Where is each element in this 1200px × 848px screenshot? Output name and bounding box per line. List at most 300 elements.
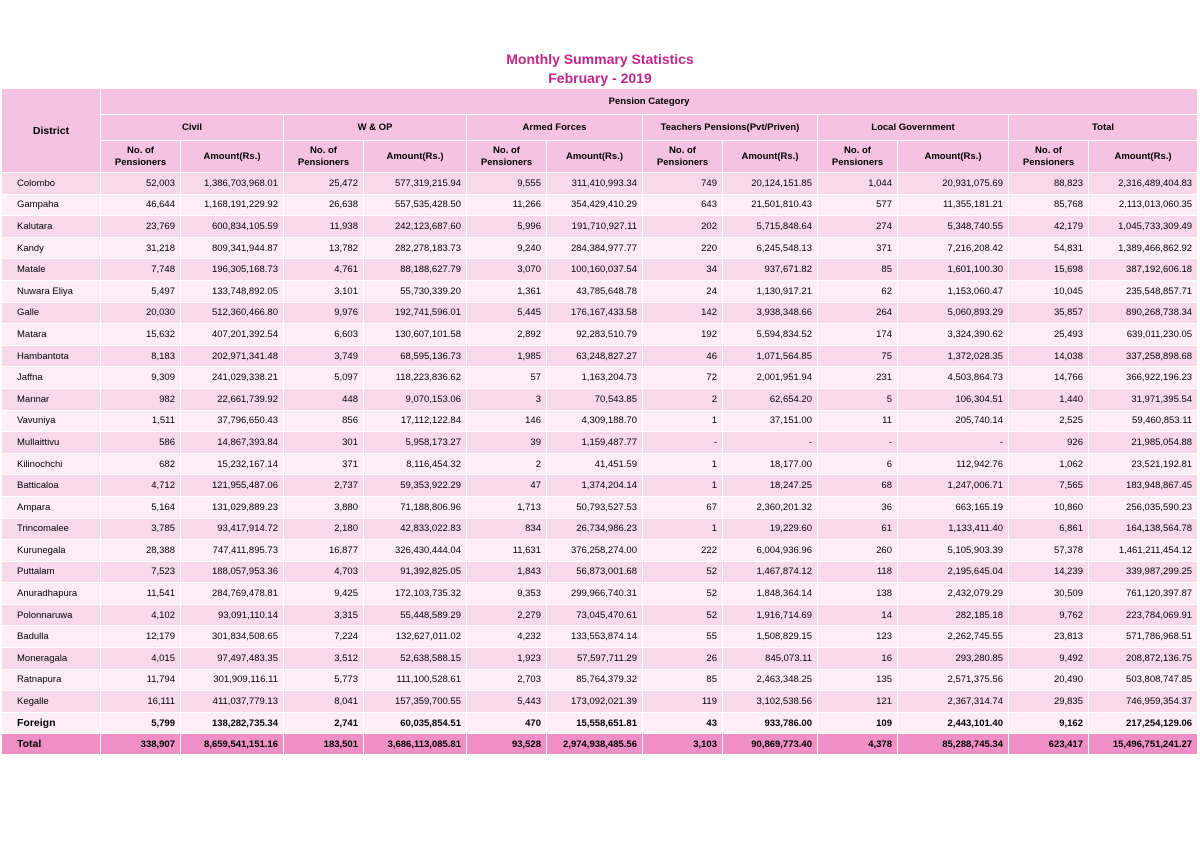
amount-cell: 18,247.25 bbox=[723, 475, 818, 497]
pensioners-count-cell: 5,799 bbox=[101, 712, 181, 734]
amount-cell: 301,834,508.65 bbox=[181, 626, 284, 648]
pensioners-count-cell: 5,996 bbox=[467, 216, 547, 238]
table-row bbox=[2, 712, 1198, 734]
pensioners-count-cell: 749 bbox=[643, 173, 723, 195]
pensioners-count-cell: 6,861 bbox=[1009, 518, 1089, 540]
table-row bbox=[2, 432, 1198, 454]
pensioners-count-cell: 9,976 bbox=[284, 302, 364, 324]
pensioners-count-cell: 7,523 bbox=[101, 561, 181, 583]
pensioners-count-cell: 5,097 bbox=[284, 367, 364, 389]
amount-cell: 1,916,714.69 bbox=[723, 604, 818, 626]
pensioners-count-cell: 3,315 bbox=[284, 604, 364, 626]
amount-cell: 97,497,483.35 bbox=[181, 648, 284, 670]
pensioners-count-cell: 23,769 bbox=[101, 216, 181, 238]
pensioners-count-cell: 834 bbox=[467, 518, 547, 540]
pensioners-count-cell: 9,309 bbox=[101, 367, 181, 389]
pensioners-count-cell: 7,224 bbox=[284, 626, 364, 648]
amount-cell: 571,786,968.51 bbox=[1089, 626, 1198, 648]
pensioners-count-cell: 4,761 bbox=[284, 259, 364, 281]
group-header-w-op: W & OP bbox=[284, 115, 467, 141]
pensioners-count-cell: 42,179 bbox=[1009, 216, 1089, 238]
amount-cell: 118,223,836.62 bbox=[364, 367, 467, 389]
pensioners-count-cell: 5,164 bbox=[101, 496, 181, 518]
pensioners-count-cell: - bbox=[818, 432, 898, 454]
district-cell: Mannar bbox=[2, 388, 101, 410]
amount-cell: 577,319,215.94 bbox=[364, 173, 467, 195]
pensioners-count-cell: 371 bbox=[284, 453, 364, 475]
amount-cell: 91,392,825.05 bbox=[364, 561, 467, 583]
table-row bbox=[2, 561, 1198, 583]
amount-cell: 70,543.85 bbox=[547, 388, 643, 410]
amount-cell: 5,060,893.29 bbox=[898, 302, 1009, 324]
pensioners-count-cell: 47 bbox=[467, 475, 547, 497]
pensioners-count-cell: 9,425 bbox=[284, 583, 364, 605]
table-row bbox=[2, 216, 1198, 238]
pensioners-count-cell: 14,766 bbox=[1009, 367, 1089, 389]
amount-cell: 809,341,944.87 bbox=[181, 237, 284, 259]
pensioners-count-cell: 25,493 bbox=[1009, 324, 1089, 346]
subheader-amount: Amount(Rs.) bbox=[898, 141, 1009, 173]
amount-cell: 50,793,527.53 bbox=[547, 496, 643, 518]
amount-cell: 15,232,167.14 bbox=[181, 453, 284, 475]
amount-cell: 2,001,951.94 bbox=[723, 367, 818, 389]
pensioners-count-cell: 222 bbox=[643, 540, 723, 562]
total-row bbox=[2, 734, 1198, 755]
pensioners-count-cell: 2 bbox=[467, 453, 547, 475]
amount-cell: - bbox=[723, 432, 818, 454]
pensioners-count-cell: 2,525 bbox=[1009, 410, 1089, 432]
table-header bbox=[2, 89, 1198, 173]
amount-cell: 11,355,181.21 bbox=[898, 194, 1009, 216]
amount-cell: 4,309,188.70 bbox=[547, 410, 643, 432]
amount-cell: 42,833,022.83 bbox=[364, 518, 467, 540]
amount-cell: 8,116,454.32 bbox=[364, 453, 467, 475]
amount-cell: 2,316,489,404.83 bbox=[1089, 173, 1198, 195]
pensioners-count-cell: 26 bbox=[643, 648, 723, 670]
amount-cell: 59,460,853.11 bbox=[1089, 410, 1198, 432]
pensioners-count-cell: 35,857 bbox=[1009, 302, 1089, 324]
subheader-no-line1: No. of bbox=[844, 144, 871, 156]
pensioners-count-cell: 2,741 bbox=[284, 712, 364, 734]
amount-cell: 890,268,738.34 bbox=[1089, 302, 1198, 324]
table-row bbox=[2, 345, 1198, 367]
amount-cell: 60,035,854.51 bbox=[364, 712, 467, 734]
amount-cell: 1,372,028.35 bbox=[898, 345, 1009, 367]
amount-cell: 1,163,204.73 bbox=[547, 367, 643, 389]
table-row bbox=[2, 302, 1198, 324]
district-cell: Kegalle bbox=[2, 691, 101, 713]
amount-cell: 132,627,011.02 bbox=[364, 626, 467, 648]
pensioners-count-cell: 3,880 bbox=[284, 496, 364, 518]
pensioners-count-cell: 4,232 bbox=[467, 626, 547, 648]
table-row bbox=[2, 518, 1198, 540]
amount-cell: 111,100,528.61 bbox=[364, 669, 467, 691]
pensioners-count-cell: 260 bbox=[818, 540, 898, 562]
amount-cell: 71,188,806.96 bbox=[364, 496, 467, 518]
pension-category-header: Pension Category bbox=[101, 89, 1198, 115]
amount-cell: 1,508,829.15 bbox=[723, 626, 818, 648]
pensioners-count-cell: 982 bbox=[101, 388, 181, 410]
pensioners-count-cell: 52,003 bbox=[101, 173, 181, 195]
amount-cell: 202,971,341.48 bbox=[181, 345, 284, 367]
subheader-no-line1: No. of bbox=[310, 144, 337, 156]
amount-cell: 62,654.20 bbox=[723, 388, 818, 410]
district-cell: Anuradhapura bbox=[2, 583, 101, 605]
amount-cell: 6,245,548.13 bbox=[723, 237, 818, 259]
pensioners-count-cell: 9,492 bbox=[1009, 648, 1089, 670]
table-row bbox=[2, 194, 1198, 216]
page-subtitle-period: February - 2019 bbox=[548, 70, 652, 86]
pensioners-count-cell: 231 bbox=[818, 367, 898, 389]
table-row bbox=[2, 496, 1198, 518]
subheader-no-line2: Pensioners bbox=[480, 156, 533, 168]
subheader-no-line1: No. of bbox=[127, 144, 154, 156]
pensioners-count-cell: 1 bbox=[643, 410, 723, 432]
pensioners-count-cell: 11,794 bbox=[101, 669, 181, 691]
table-row bbox=[2, 475, 1198, 497]
amount-cell: 512,360,466.80 bbox=[181, 302, 284, 324]
amount-cell: 192,741,596.01 bbox=[364, 302, 467, 324]
amount-cell: 5,348,740.55 bbox=[898, 216, 1009, 238]
subheader-no-of-pensioners bbox=[1009, 141, 1089, 173]
pensioners-count-cell: 192 bbox=[643, 324, 723, 346]
pensioners-count-cell: 11,541 bbox=[101, 583, 181, 605]
amount-cell: 337,258,898.68 bbox=[1089, 345, 1198, 367]
pensioners-count-cell: 1 bbox=[643, 518, 723, 540]
pension-statistics-table bbox=[1, 88, 1198, 755]
table-row bbox=[2, 388, 1198, 410]
pensioners-count-cell: 220 bbox=[643, 237, 723, 259]
subheader-no-of-pensioners bbox=[101, 141, 181, 173]
pensioners-count-cell: 174 bbox=[818, 324, 898, 346]
page-title: Monthly Summary Statistics bbox=[506, 51, 694, 67]
amount-cell: 5,594,834.52 bbox=[723, 324, 818, 346]
amount-cell: 173,092,021.39 bbox=[547, 691, 643, 713]
district-cell: Kilinochchi bbox=[2, 453, 101, 475]
amount-cell: 747,411,895.73 bbox=[181, 540, 284, 562]
amount-cell: 311,410,993.34 bbox=[547, 173, 643, 195]
district-cell: Kalutara bbox=[2, 216, 101, 238]
district-cell: Mullaittivu bbox=[2, 432, 101, 454]
amount-cell: 1,389,466,862.92 bbox=[1089, 237, 1198, 259]
pensioners-count-cell: 52 bbox=[643, 583, 723, 605]
amount-cell: 37,796,650.43 bbox=[181, 410, 284, 432]
amount-cell: 937,671.82 bbox=[723, 259, 818, 281]
amount-cell: 1,461,211,454.12 bbox=[1089, 540, 1198, 562]
amount-cell: 235,548,857.71 bbox=[1089, 280, 1198, 302]
amount-cell: 131,029,889.23 bbox=[181, 496, 284, 518]
amount-cell: 1,601,100.30 bbox=[898, 259, 1009, 281]
pensioners-count-cell: 88,823 bbox=[1009, 173, 1089, 195]
amount-cell: 326,430,444.04 bbox=[364, 540, 467, 562]
amount-cell: 5,105,903.39 bbox=[898, 540, 1009, 562]
pensioners-count-cell: 2,703 bbox=[467, 669, 547, 691]
amount-cell: 2,262,745.55 bbox=[898, 626, 1009, 648]
amount-cell: 73,045,470.61 bbox=[547, 604, 643, 626]
pensioners-count-cell: 3 bbox=[467, 388, 547, 410]
pensioners-count-cell: 46,644 bbox=[101, 194, 181, 216]
amount-cell: 1,386,703,968.01 bbox=[181, 173, 284, 195]
pensioners-count-cell: 448 bbox=[284, 388, 364, 410]
subheader-amount: Amount(Rs.) bbox=[547, 141, 643, 173]
pensioners-count-cell: 643 bbox=[643, 194, 723, 216]
amount-cell: 176,167,433.58 bbox=[547, 302, 643, 324]
amount-cell: 282,278,183.73 bbox=[364, 237, 467, 259]
pensioners-count-cell: 1,361 bbox=[467, 280, 547, 302]
amount-cell: 2,360,201.32 bbox=[723, 496, 818, 518]
amount-cell: 164,138,564.78 bbox=[1089, 518, 1198, 540]
amount-cell: 2,443,101.40 bbox=[898, 712, 1009, 734]
subheader-no-of-pensioners bbox=[467, 141, 547, 173]
pensioners-count-cell: 12,179 bbox=[101, 626, 181, 648]
district-cell: Kurunegala bbox=[2, 540, 101, 562]
amount-cell: 20,931,075.69 bbox=[898, 173, 1009, 195]
table-row bbox=[2, 367, 1198, 389]
total-amount-cell: 8,659,541,151.16 bbox=[181, 734, 284, 755]
table-row bbox=[2, 410, 1198, 432]
pensioners-count-cell: 75 bbox=[818, 345, 898, 367]
pensioners-count-cell: 5,497 bbox=[101, 280, 181, 302]
amount-cell: 55,730,339.20 bbox=[364, 280, 467, 302]
pensioners-count-cell: 31,218 bbox=[101, 237, 181, 259]
pensioners-count-cell: 5 bbox=[818, 388, 898, 410]
amount-cell: 21,501,810.43 bbox=[723, 194, 818, 216]
district-cell: Badulla bbox=[2, 626, 101, 648]
pensioners-count-cell: 682 bbox=[101, 453, 181, 475]
pensioners-count-cell: 85 bbox=[643, 669, 723, 691]
pensioners-count-cell: 7,565 bbox=[1009, 475, 1089, 497]
amount-cell: 2,463,348.25 bbox=[723, 669, 818, 691]
total-amount-cell: 2,974,938,485.56 bbox=[547, 734, 643, 755]
pensioners-count-cell: 142 bbox=[643, 302, 723, 324]
total-amount-cell: 3,686,113,085.81 bbox=[364, 734, 467, 755]
amount-cell: 23,521,192.81 bbox=[1089, 453, 1198, 475]
amount-cell: 1,133,411.40 bbox=[898, 518, 1009, 540]
district-cell: Puttalam bbox=[2, 561, 101, 583]
pensioners-count-cell: 1 bbox=[643, 475, 723, 497]
amount-cell: 6,004,936.96 bbox=[723, 540, 818, 562]
pensioners-count-cell: 274 bbox=[818, 216, 898, 238]
table-row bbox=[2, 259, 1198, 281]
subheader-amount: Amount(Rs.) bbox=[181, 141, 284, 173]
amount-cell: 411,037,779.13 bbox=[181, 691, 284, 713]
amount-cell: 217,254,129.06 bbox=[1089, 712, 1198, 734]
pensioners-count-cell: 57,378 bbox=[1009, 540, 1089, 562]
amount-cell: 1,071,564.85 bbox=[723, 345, 818, 367]
amount-cell: 1,848,364.14 bbox=[723, 583, 818, 605]
amount-cell: 407,201,392.54 bbox=[181, 324, 284, 346]
pensioners-count-cell: 25,472 bbox=[284, 173, 364, 195]
pensioners-count-cell: 118 bbox=[818, 561, 898, 583]
group-header-armed-forces: Armed Forces bbox=[467, 115, 643, 141]
amount-cell: 93,091,110.14 bbox=[181, 604, 284, 626]
pensioners-count-cell: 11 bbox=[818, 410, 898, 432]
district-cell: Colombo bbox=[2, 173, 101, 195]
pensioners-count-cell: 123 bbox=[818, 626, 898, 648]
pensioners-count-cell: 121 bbox=[818, 691, 898, 713]
amount-cell: 26,734,986.23 bbox=[547, 518, 643, 540]
subheader-no-line2: Pensioners bbox=[656, 156, 709, 168]
pensioners-count-cell: 577 bbox=[818, 194, 898, 216]
pensioners-count-cell: 13,782 bbox=[284, 237, 364, 259]
amount-cell: 14,867,393.84 bbox=[181, 432, 284, 454]
amount-cell: 157,359,700.55 bbox=[364, 691, 467, 713]
pensioners-count-cell: 52 bbox=[643, 561, 723, 583]
district-cell: Matara bbox=[2, 324, 101, 346]
total-pensioners-cell: 338,907 bbox=[101, 734, 181, 755]
pensioners-count-cell: 5,445 bbox=[467, 302, 547, 324]
pensioners-count-cell: 1,511 bbox=[101, 410, 181, 432]
amount-cell: 15,558,651.81 bbox=[547, 712, 643, 734]
pensioners-count-cell: 39 bbox=[467, 432, 547, 454]
pensioners-count-cell: 23,813 bbox=[1009, 626, 1089, 648]
pensioners-count-cell: 29,835 bbox=[1009, 691, 1089, 713]
table-row bbox=[2, 604, 1198, 626]
amount-cell: 133,748,892.05 bbox=[181, 280, 284, 302]
amount-cell: 4,503,864.73 bbox=[898, 367, 1009, 389]
pensioners-count-cell: 3,512 bbox=[284, 648, 364, 670]
pensioners-count-cell: 3,070 bbox=[467, 259, 547, 281]
pensioners-count-cell: 11,266 bbox=[467, 194, 547, 216]
amount-cell: 121,955,487.06 bbox=[181, 475, 284, 497]
subheader-amount: Amount(Rs.) bbox=[723, 141, 818, 173]
pensioners-count-cell: 16,877 bbox=[284, 540, 364, 562]
pensioners-count-cell: 6,603 bbox=[284, 324, 364, 346]
table-row bbox=[2, 453, 1198, 475]
amount-cell: 130,607,101.58 bbox=[364, 324, 467, 346]
table-row bbox=[2, 280, 1198, 302]
amount-cell: 55,448,589.29 bbox=[364, 604, 467, 626]
table-row bbox=[2, 583, 1198, 605]
pensioners-count-cell: 1,843 bbox=[467, 561, 547, 583]
pensioners-count-cell: 586 bbox=[101, 432, 181, 454]
subheader-no-of-pensioners bbox=[643, 141, 723, 173]
amount-cell: 933,786.00 bbox=[723, 712, 818, 734]
amount-cell: 284,384,977.77 bbox=[547, 237, 643, 259]
amount-cell: 2,432,079.29 bbox=[898, 583, 1009, 605]
district-cell: Ratnapura bbox=[2, 669, 101, 691]
pensioners-count-cell: 24 bbox=[643, 280, 723, 302]
pensioners-count-cell: 264 bbox=[818, 302, 898, 324]
amount-cell: 761,120,397.87 bbox=[1089, 583, 1198, 605]
pensioners-count-cell: 16,111 bbox=[101, 691, 181, 713]
pensioners-count-cell: 1,044 bbox=[818, 173, 898, 195]
table-row bbox=[2, 648, 1198, 670]
amount-cell: 600,834,105.59 bbox=[181, 216, 284, 238]
amount-cell: 639,011,230.05 bbox=[1089, 324, 1198, 346]
pensioners-count-cell: 2,279 bbox=[467, 604, 547, 626]
amount-cell: 92,283,510.79 bbox=[547, 324, 643, 346]
amount-cell: 241,029,338.21 bbox=[181, 367, 284, 389]
pensioners-count-cell: 5,773 bbox=[284, 669, 364, 691]
district-cell: Polonnaruwa bbox=[2, 604, 101, 626]
pensioners-count-cell: 14,038 bbox=[1009, 345, 1089, 367]
amount-cell: 3,324,390.62 bbox=[898, 324, 1009, 346]
pensioners-count-cell: 34 bbox=[643, 259, 723, 281]
pensioners-count-cell: 1,713 bbox=[467, 496, 547, 518]
subheader-no-line1: No. of bbox=[493, 144, 520, 156]
district-column-header: District bbox=[2, 89, 101, 173]
district-cell: Moneragala bbox=[2, 648, 101, 670]
subheader-no-line1: No. of bbox=[1035, 144, 1062, 156]
subheader-row bbox=[2, 141, 1198, 173]
district-cell: Galle bbox=[2, 302, 101, 324]
pensioners-count-cell: 371 bbox=[818, 237, 898, 259]
table-row bbox=[2, 324, 1198, 346]
subheader-amount: Amount(Rs.) bbox=[364, 141, 467, 173]
amount-cell: 223,784,069.91 bbox=[1089, 604, 1198, 626]
pensioners-count-cell: 8,041 bbox=[284, 691, 364, 713]
table-row bbox=[2, 626, 1198, 648]
pensioners-count-cell: 68 bbox=[818, 475, 898, 497]
pensioners-count-cell: 9,162 bbox=[1009, 712, 1089, 734]
amount-cell: 68,595,136.73 bbox=[364, 345, 467, 367]
pensioners-count-cell: 46 bbox=[643, 345, 723, 367]
total-label-cell: Total bbox=[2, 734, 101, 755]
amount-cell: 21,985,054.88 bbox=[1089, 432, 1198, 454]
pensioners-count-cell: 20,490 bbox=[1009, 669, 1089, 691]
pensioners-count-cell: 1,062 bbox=[1009, 453, 1089, 475]
amount-cell: 112,942.76 bbox=[898, 453, 1009, 475]
amount-cell: 196,305,168.73 bbox=[181, 259, 284, 281]
total-amount-cell: 85,288,745.34 bbox=[898, 734, 1009, 755]
amount-cell: 354,429,410.29 bbox=[547, 194, 643, 216]
pensioners-count-cell: 3,749 bbox=[284, 345, 364, 367]
amount-cell: 41,451.59 bbox=[547, 453, 643, 475]
pensioners-count-cell: 9,762 bbox=[1009, 604, 1089, 626]
district-cell: Foreign bbox=[2, 712, 101, 734]
pensioners-count-cell: 135 bbox=[818, 669, 898, 691]
pensioners-count-cell: 202 bbox=[643, 216, 723, 238]
pensioners-count-cell: 9,555 bbox=[467, 173, 547, 195]
pensioners-count-cell: 9,353 bbox=[467, 583, 547, 605]
pensioners-count-cell: 57 bbox=[467, 367, 547, 389]
pensioners-count-cell: 55 bbox=[643, 626, 723, 648]
district-cell: Gampaha bbox=[2, 194, 101, 216]
district-cell: Vavuniya bbox=[2, 410, 101, 432]
pensioners-count-cell: 72 bbox=[643, 367, 723, 389]
amount-cell: 3,102,538.56 bbox=[723, 691, 818, 713]
amount-cell: 208,872,136.75 bbox=[1089, 648, 1198, 670]
pensioners-count-cell: 138 bbox=[818, 583, 898, 605]
total-pensioners-cell: 4,378 bbox=[818, 734, 898, 755]
total-pensioners-cell: 3,103 bbox=[643, 734, 723, 755]
pensioners-count-cell: 36 bbox=[818, 496, 898, 518]
district-cell: Matale bbox=[2, 259, 101, 281]
amount-cell: 663,165.19 bbox=[898, 496, 1009, 518]
subheader-no-line2: Pensioners bbox=[297, 156, 350, 168]
amount-cell: 299,966,740.31 bbox=[547, 583, 643, 605]
pensioners-count-cell: 10,045 bbox=[1009, 280, 1089, 302]
amount-cell: 1,374,204.14 bbox=[547, 475, 643, 497]
table-row bbox=[2, 691, 1198, 713]
amount-cell: 1,130,917.21 bbox=[723, 280, 818, 302]
amount-cell: 1,467,874.12 bbox=[723, 561, 818, 583]
pensioners-count-cell: 4,703 bbox=[284, 561, 364, 583]
amount-cell: 9,070,153.06 bbox=[364, 388, 467, 410]
amount-cell: 93,417,914.72 bbox=[181, 518, 284, 540]
table-row bbox=[2, 237, 1198, 259]
pensioners-count-cell: 926 bbox=[1009, 432, 1089, 454]
pensioners-count-cell: 54,831 bbox=[1009, 237, 1089, 259]
district-cell: Ampara bbox=[2, 496, 101, 518]
total-amount-cell: 90,869,773.40 bbox=[723, 734, 818, 755]
amount-cell: 138,282,735.34 bbox=[181, 712, 284, 734]
table-row bbox=[2, 669, 1198, 691]
pensioners-count-cell: 15,632 bbox=[101, 324, 181, 346]
amount-cell: 282,185.18 bbox=[898, 604, 1009, 626]
pensioners-count-cell: 52 bbox=[643, 604, 723, 626]
